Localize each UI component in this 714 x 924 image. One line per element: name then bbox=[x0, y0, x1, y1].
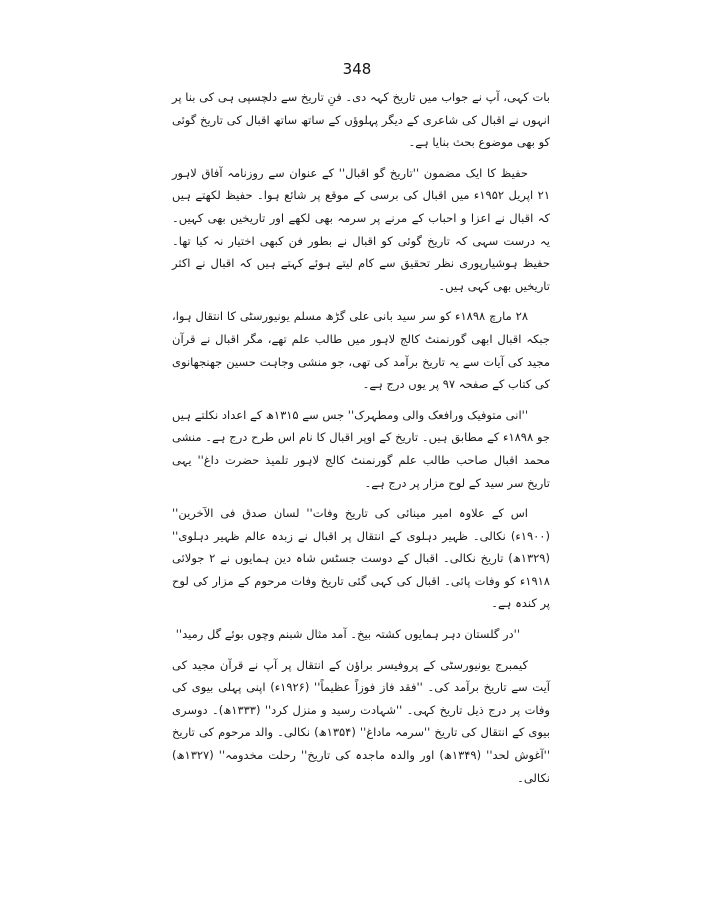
verse-quote: ''در گلستان دہر ہمایوں کشتہ بیخ۔ آمد مثال شبنم وچوں بوئے گل رمید'' bbox=[175, 627, 520, 642]
page-body bbox=[172, 86, 550, 789]
paragraph: حفیظ کا ایک مضمون ''تاریخ گو اقبال'' کے عنوان سے روزنامہ آفاق لاہور ۲۱ اپریل ۱۹۵۲ء میں اقبال کی برسی کے موقع پر شائع ہوا۔ حفیظ لکھتے ہیں کہ اقبال نے اعزا و احباب کے مرنے پر سرمہ بھی لکھے اور تاریخیں بھی کہیں۔ یہ درست سہی کہ تاریخ گوئی کو اقبال نے بطور فن کبھی اختیار نہ کیا تھا۔ حفیظ ہوشیارپوری نظر تحقیق سے کام لیتے ہوئے کہتے ہیں کہ اقبال نے اکثر تاریخیں بھی کہی ہیں۔ bbox=[172, 165, 550, 293]
page-number: 348 bbox=[342, 60, 372, 78]
paragraph: بات کہی، آپ نے جواب میں تاریخ کہہ دی۔ فنِ تاریخ سے دلچسپی ہی کی بنا پر انہوں نے اقبال کی شاعری کے دیگر پہلوؤں کے ساتھ ساتھ اقبال کی تاریخ گوئی کو بھی موضوع بحث بنایا ہے۔ bbox=[172, 90, 550, 150]
paragraph: ۲۸ مارچ ۱۸۹۸ء کو سر سید بانی علی گڑھ مسلم یونیورسٹی کا انتقال ہوا، جبکہ اقبال ابھی گورنمنٹ کالج لاہور میں طالب علم تھے، مگر اقبال نے قرآن مجید کی آیات سے یہ تاریخ برآمد کی تھی، جو منشی وجاہت حسین جھنجھانوی کی کتاب کے صفحہ ۹۷ پر یوں درج ہے۔ bbox=[172, 309, 550, 392]
paragraph: کیمبرج یونیورسٹی کے پروفیسر براؤن کے انتقال پر آپ نے قرآن مجید کی آیت سے تاریخ برآمد کی۔ ''فقد فاز فوزاً عظیماً'' (۱۹۲۶ء) اپنی پہلی بیوی کی وفات پر درج ذیل تاریخ کہی۔ ''شہادت رسید و منزل کرد'' (۱۳۳۳ھ)۔ دوسری بیوی کے انتقال کی تاریخ ''سرمہ ماداغ'' (۱۳۵۴ھ) نکالی۔ والد مرحوم کی تاریخ ''آغوش لحد'' (۱۳۴۹ھ) اور والدہ ماجدہ کی تاریخ'' رحلت مخدومہ'' (۱۳۲۷ھ) نکالی۔ bbox=[172, 657, 550, 785]
paragraph: اس کے علاوہ امیر مینائی کی تاریخ وفات'' لسان صدق فی الآخرین'' (۱۹۰۰ء) نکالی۔ ظہیر دہلوی کے انتقال پر اقبال نے زبدہ عالم ظہیر دہلوی'' (۱۳۲۹ھ) تاریخ نکالی۔ اقبال کے دوست جسٹس شاہ دین ہمایوں نے ۲ جولائی ۱۹۱۸ء کو وفات پائی۔ اقبال کی کہی گئی تاریخ وفات مرحوم کے مزار کی لوح پر کندہ ہے۔ bbox=[172, 506, 550, 611]
paragraph: ''انی متوفیک ورافعک والی ومطہرک'' جس سے ۱۳۱۵ھ کے اعداد نکلتے ہیں جو ۱۸۹۸ء کے مطابق ہیں۔ تاریخ کے اوپر اقبال کا نام اس طرح درج ہے۔ منشی محمد اقبال صاحب طالب علم گورنمنٹ کالج لاہور تلمیذ حضرت داغ'' یہی تاریخ سر سید کے لوح مزار پر درج ہے۔ bbox=[172, 407, 550, 490]
